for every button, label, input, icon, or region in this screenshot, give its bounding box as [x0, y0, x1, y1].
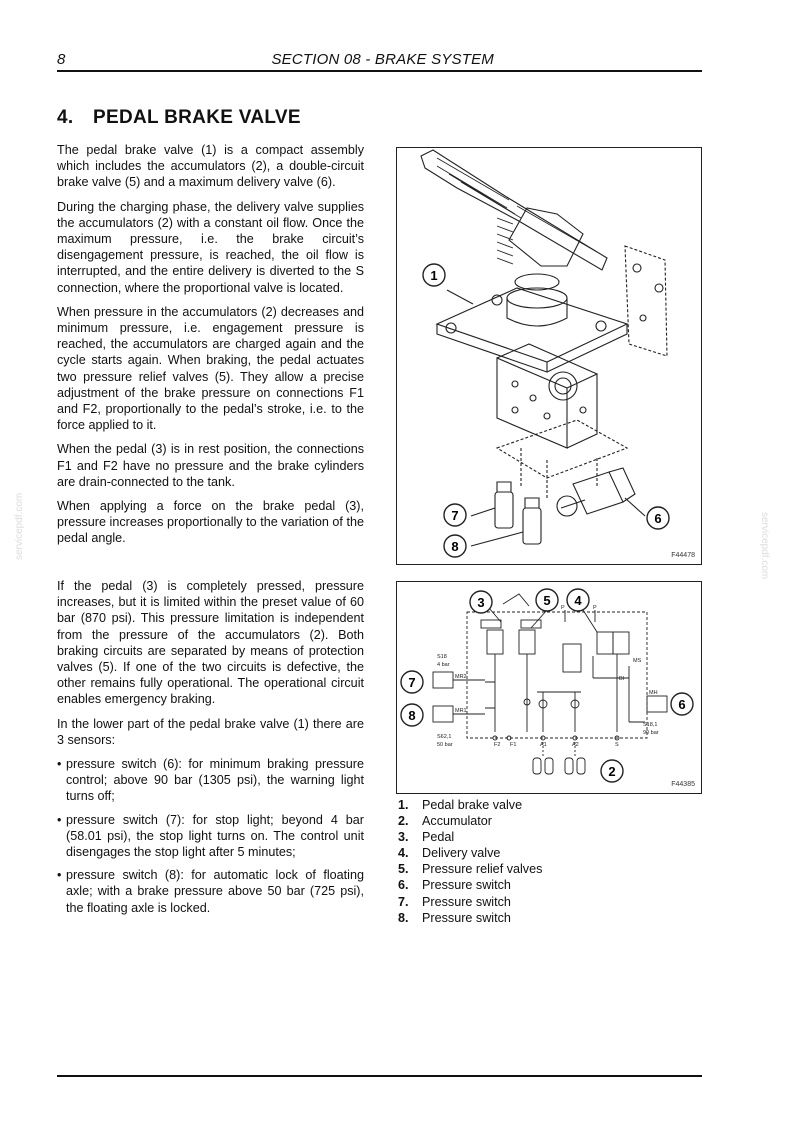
- legend-item: 2. Accumulator: [398, 814, 492, 829]
- section-title: SECTION 08 - BRAKE SYSTEM: [271, 51, 494, 68]
- paragraph: In the lower part of the pedal brake valve (1) there are 3 sensors:: [57, 716, 364, 747]
- heading-number: 4.: [57, 107, 74, 128]
- label-mr1: MR1: [455, 708, 467, 714]
- legend-item: 3. Pedal: [398, 830, 455, 845]
- page-number: 8: [57, 51, 66, 68]
- svg-text:6: 6: [678, 697, 686, 712]
- legend-item: 8. Pressure switch: [398, 910, 511, 925]
- label-f2: F2: [494, 742, 501, 748]
- body-text-lower: [57, 578, 364, 923]
- svg-text:7: 7: [408, 675, 416, 690]
- parts-legend: [398, 797, 542, 926]
- heading-title: PEDAL BRAKE VALVE: [93, 107, 301, 128]
- figure-code: F44478: [671, 552, 695, 559]
- paragraph: When the pedal (3) is in rest position, the connections F1 and F2 have no pressure and the brake cylinders are drain-connected to the tank.: [57, 442, 364, 489]
- callout-8: [401, 704, 423, 726]
- callout-2: [601, 760, 623, 782]
- svg-text:3: 3: [477, 595, 485, 610]
- figure-hydraulic-schematic: [396, 581, 702, 794]
- callout-5: [536, 589, 558, 611]
- label-s62-val: 50 bar: [437, 742, 453, 748]
- label-s62: S62,1: [437, 734, 452, 740]
- assembly-drawing: [397, 148, 701, 564]
- schematic-drawing: [397, 582, 701, 793]
- figure-code: F44385: [671, 781, 695, 788]
- svg-text:2: 2: [608, 764, 616, 779]
- section-heading: [57, 107, 301, 129]
- label-a1: A1: [540, 742, 547, 748]
- label-a2: A2: [572, 742, 579, 748]
- callout-6: [647, 507, 669, 529]
- callout-6: [671, 693, 693, 715]
- svg-text:4: 4: [574, 593, 582, 608]
- legend-item: 6. Pressure switch: [398, 878, 511, 893]
- watermark-right: servicepdf.com: [759, 512, 770, 580]
- paragraph: The pedal brake valve (1) is a compact assembly which includes the accumulators (2), a double-circuit brake valve (5) and a maximum delivery valve (6).: [57, 143, 364, 190]
- callout-8: [444, 535, 466, 557]
- svg-text:7: 7: [451, 508, 459, 523]
- callout-4: [567, 589, 589, 611]
- paragraph: If the pedal (3) is completely pressed, pressure increases, but it is limited within the preset value of 60 bar (870 psi). This pressure limitation is independent from the pressure of the accumulators (2). Both braking circuits are separated by means of protection valves (5). If one of the two circuits is defective, the other remains fully operational. The operational circuit enables emergency braking.: [57, 579, 364, 707]
- label-mr2: MR2: [455, 674, 467, 680]
- watermark-left: servicepdf.com: [14, 492, 25, 560]
- callout-7: [444, 504, 466, 526]
- label-f1: F1: [510, 742, 517, 748]
- svg-text:8: 8: [451, 539, 459, 554]
- label-p: P: [561, 605, 565, 611]
- header-rule: [57, 70, 702, 72]
- label-ms: MS: [633, 658, 642, 664]
- label-s: S: [615, 742, 619, 748]
- label-mh: MH: [649, 690, 658, 696]
- legend-item: 4. Delivery valve: [398, 846, 501, 861]
- callout-3: [470, 591, 492, 613]
- legend-item: 7. Pressure switch: [398, 894, 511, 909]
- label-b1: BI: [619, 676, 625, 682]
- svg-text:5: 5: [543, 593, 551, 608]
- svg-text:8: 8: [408, 708, 416, 723]
- legend-item: 1. Pedal brake valve: [398, 798, 523, 812]
- paragraph: When pressure in the accumulators (2) decreases and minimum pressure, i.e. engagement pressure is reached, the accumulators are charged again and the cycle starts again. When braking, the pedal actuates two pressure relief valves (5). They allow a precise adjustment of the brake pressure on connections F1 and F2, proportionally to the pedal’s stroke, i.e. to the force applied to it.: [57, 304, 364, 433]
- callout-1: [423, 264, 445, 286]
- paragraph: During the charging phase, the delivery valve supplies the accumulators (2) with a constant oil flow. Once the maximum pressure, i.e. the brake circuit’s disengagement pressure, is reached, the oil flow is interrupted, and the entire delivery is diverted to the S connection, where the proportional valve is located.: [57, 199, 364, 295]
- body-text-upper: [57, 142, 364, 555]
- legend-item: 5. Pressure relief valves: [398, 862, 543, 877]
- label-s181: S18,1: [643, 722, 658, 728]
- svg-text:1: 1: [430, 268, 438, 283]
- paragraph: When applying a force on the brake pedal (3), pressure increases proportionally to the variation of the pedal angle.: [57, 499, 364, 546]
- label-s18: S18: [437, 654, 447, 660]
- bullet-item: • pressure switch (6): for minimum braking pressure control; above 90 bar (1305 psi), the warning light turns off;: [57, 756, 364, 805]
- label-s181-val: 90 bar: [643, 730, 659, 736]
- svg-text:6: 6: [654, 511, 662, 526]
- label-s18-val: 4 bar: [437, 662, 450, 668]
- callout-7: [401, 671, 423, 693]
- label-p2: P: [593, 605, 597, 611]
- bullet-item: • pressure switch (7): for stop light; beyond 4 bar (58.01 psi), the stop light turns on. The control unit disengages the stop light after 5 minutes;: [57, 812, 364, 861]
- bullet-item: • pressure switch (8): for automatic lock of floating axle; with a brake pressure above 50 bar (725 psi), the floating axle is locked.: [57, 867, 364, 916]
- footer-rule: [57, 1075, 702, 1077]
- figure-pedal-valve-assembly: [396, 147, 702, 565]
